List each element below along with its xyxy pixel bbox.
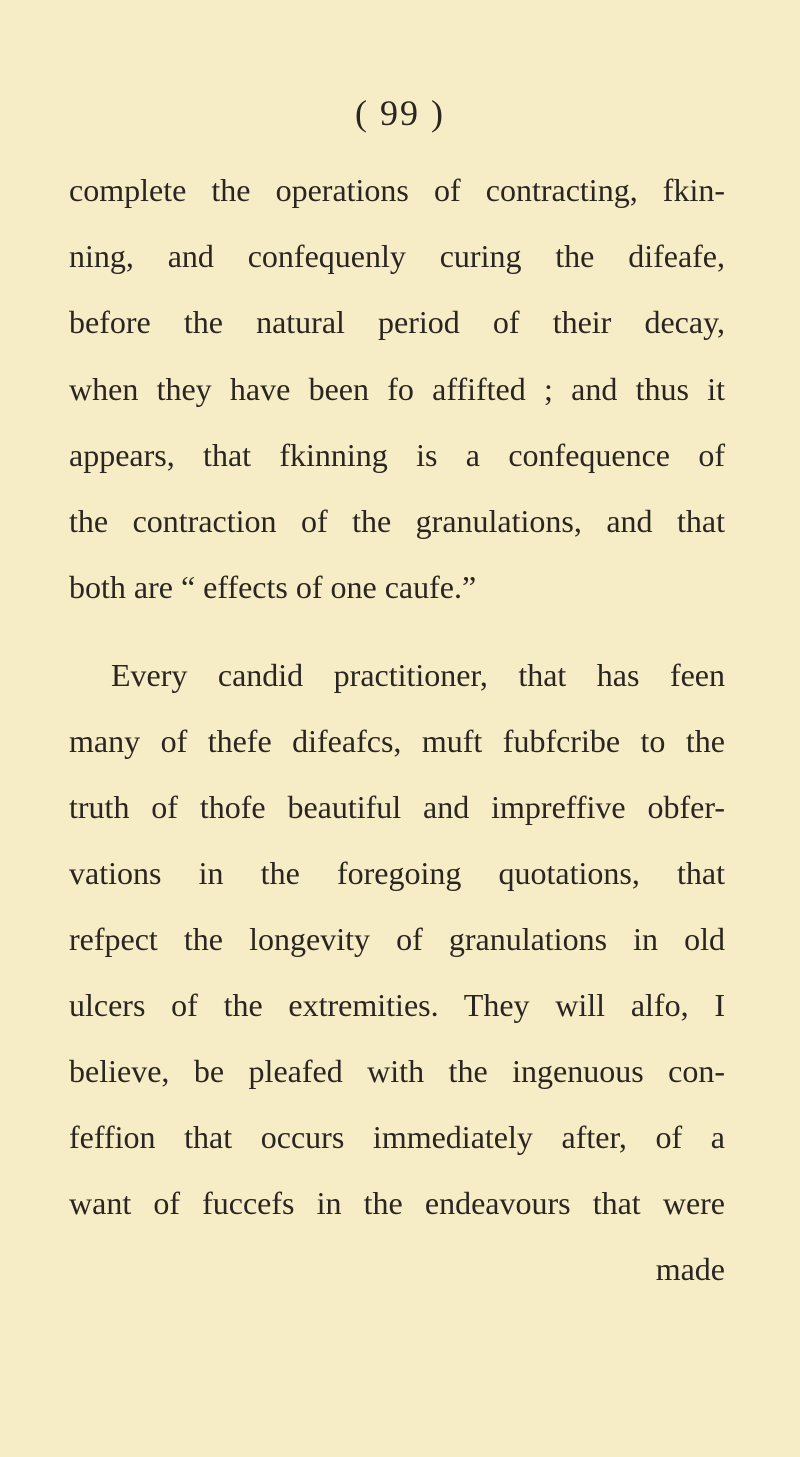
text-line: refpect the longevity of granulations in old bbox=[69, 921, 725, 957]
text-line: vations in the foregoing quotations, that bbox=[69, 855, 725, 891]
text-line: before the natural period of their decay, bbox=[69, 304, 725, 340]
text-line: believe, be pleafed with the ingenuous con- bbox=[69, 1053, 725, 1089]
text-line: many of thefe difeafcs, muft fubfcribe to the bbox=[69, 723, 725, 759]
text-line: want of fuccefs in the endeavours that were bbox=[69, 1185, 725, 1221]
text-line: the contraction of the granulations, and that bbox=[69, 503, 725, 539]
catchword: made bbox=[655, 1251, 725, 1287]
page-number: ( 99 ) bbox=[355, 93, 445, 133]
text-line: when they have been fo affifted ; and thus it bbox=[69, 371, 725, 407]
text-line: both are “ effects of one caufe.” bbox=[69, 569, 477, 605]
text-line: ning, and confequenly curing the difeafe, bbox=[69, 238, 725, 274]
text-line: Every candid practitioner, that has feen bbox=[111, 657, 725, 693]
text-line: appears, that fkinning is a confequence of bbox=[69, 437, 725, 473]
text-line: ulcers of the extremities. They will alfo, I bbox=[69, 987, 725, 1023]
text-line: complete the operations of contracting, fkin- bbox=[69, 172, 725, 208]
text-line: truth of thofe beautiful and impreffive obfer- bbox=[69, 789, 725, 825]
text-line: feffion that occurs immediately after, of a bbox=[69, 1119, 725, 1155]
